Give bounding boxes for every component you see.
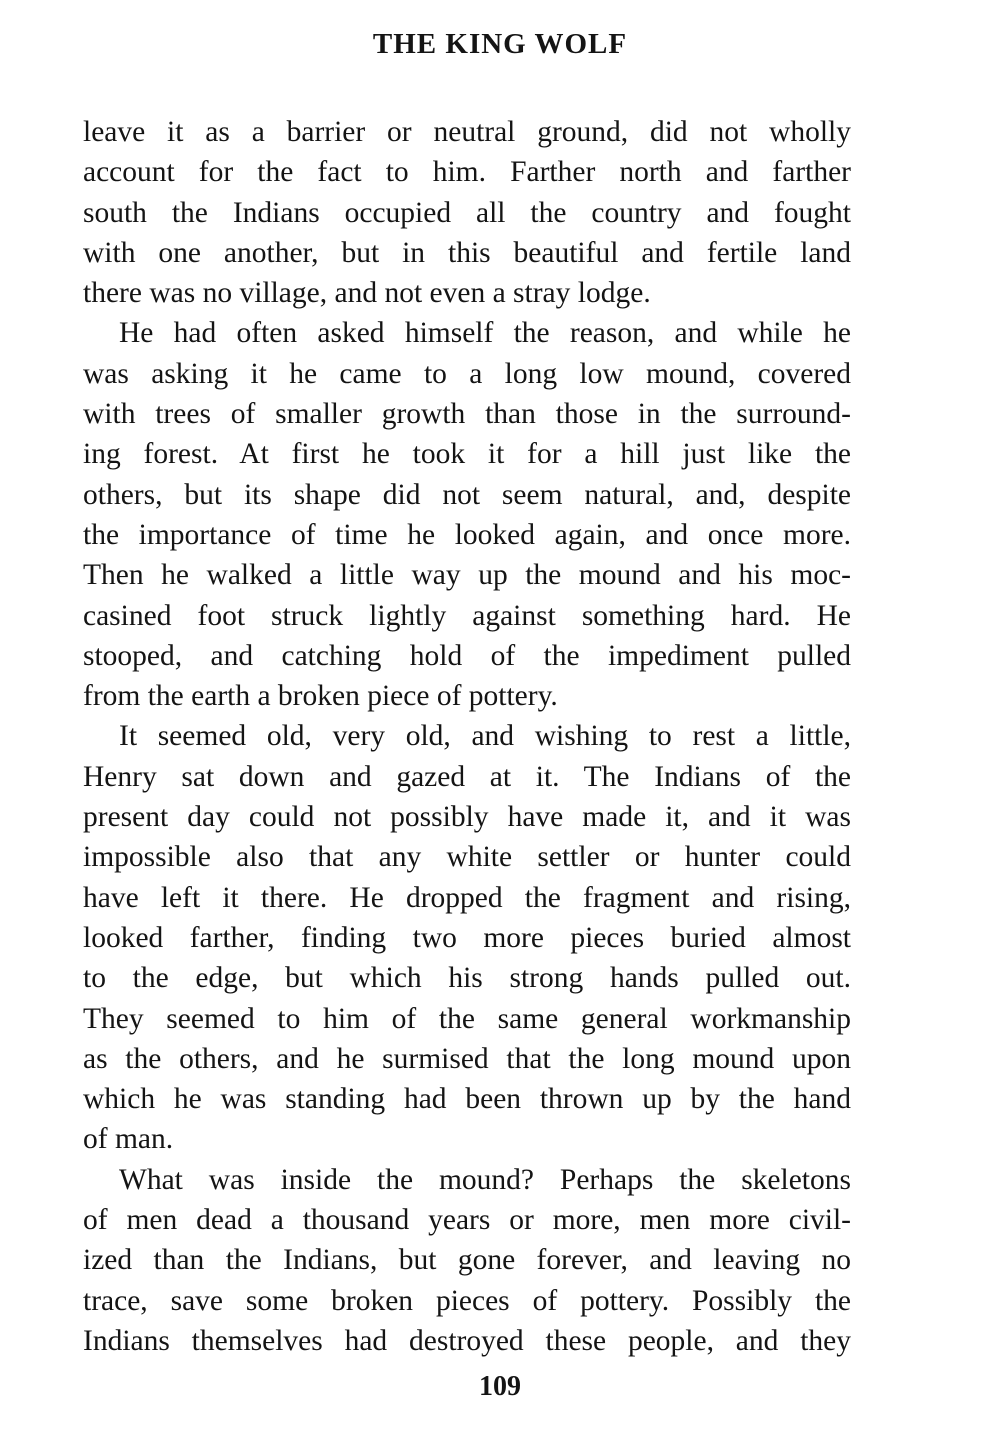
text-line: looked farther, finding two more pieces buried almost [83,921,851,954]
text-line: They seemed to him of the same general workmanship [83,1002,851,1035]
text-line: ing forest. At first he took it for a hill just like the [83,438,851,471]
text-line: It seemed old, very old, and wishing to rest a little, [119,720,851,753]
text-line: present day could not possibly have made it, and it was [83,801,851,834]
text-line: He had often asked himself the reason, and while he [119,317,851,350]
text-line: What was inside the mound? Perhaps the skeletons [119,1163,851,1196]
text-line: was asking it he came to a long low mound, covered [83,357,851,390]
paragraph [83,1160,851,1361]
text-line: stooped, and catching hold of the impediment pulled [83,639,851,672]
text-line: of man. [83,1123,174,1156]
text-line: from the earth a broken piece of pottery. [83,680,558,713]
text-line: of men dead a thousand years or more, men more civil- [83,1204,851,1237]
running-head-text: THE KING WOLF [372,28,628,60]
text-line: casined foot struck lightly against something hard. He [83,599,851,632]
text-line: others, but its shape did not seem natural, and, despite [83,478,851,511]
text-line: Then he walked a little way up the mound and his moc- [83,559,851,592]
body-text [83,112,851,1361]
page-number: 109 [479,1371,521,1402]
paragraph [83,313,851,716]
text-line: with one another, but in this beautiful and fertile land [83,236,851,269]
text-line: with trees of smaller growth than those in the surround- [83,398,851,431]
text-line: south the Indians occupied all the country and fought [83,196,851,229]
text-line: to the edge, but which his strong hands pulled out. [83,962,851,995]
text-line: account for the fact to him. Farther north and farther [83,156,851,189]
text-line: trace, save some broken pieces of pottery. Possibly the [83,1284,851,1317]
text-line: Indians themselves had destroyed these people, and they [83,1324,851,1357]
paragraph [83,112,851,313]
text-line: have left it there. He dropped the fragment and rising, [83,881,851,914]
text-line: which he was standing had been thrown up by the hand [83,1083,851,1116]
text-line: as the others, and he surmised that the long mound upon [83,1042,851,1075]
text-line: there was no village, and not even a stray lodge. [83,277,651,310]
text-line: leave it as a barrier or neutral ground, did not wholly [83,116,851,148]
text-line: the importance of time he looked again, and once more. [83,518,851,551]
text-line: Henry sat down and gazed at it. The Indians of the [83,760,851,793]
text-line: ized than the Indians, but gone forever, and leaving no [83,1244,851,1277]
text-line: impossible also that any white settler or hunter could [83,841,851,874]
paragraph [83,716,851,1159]
running-head [0,28,1000,61]
